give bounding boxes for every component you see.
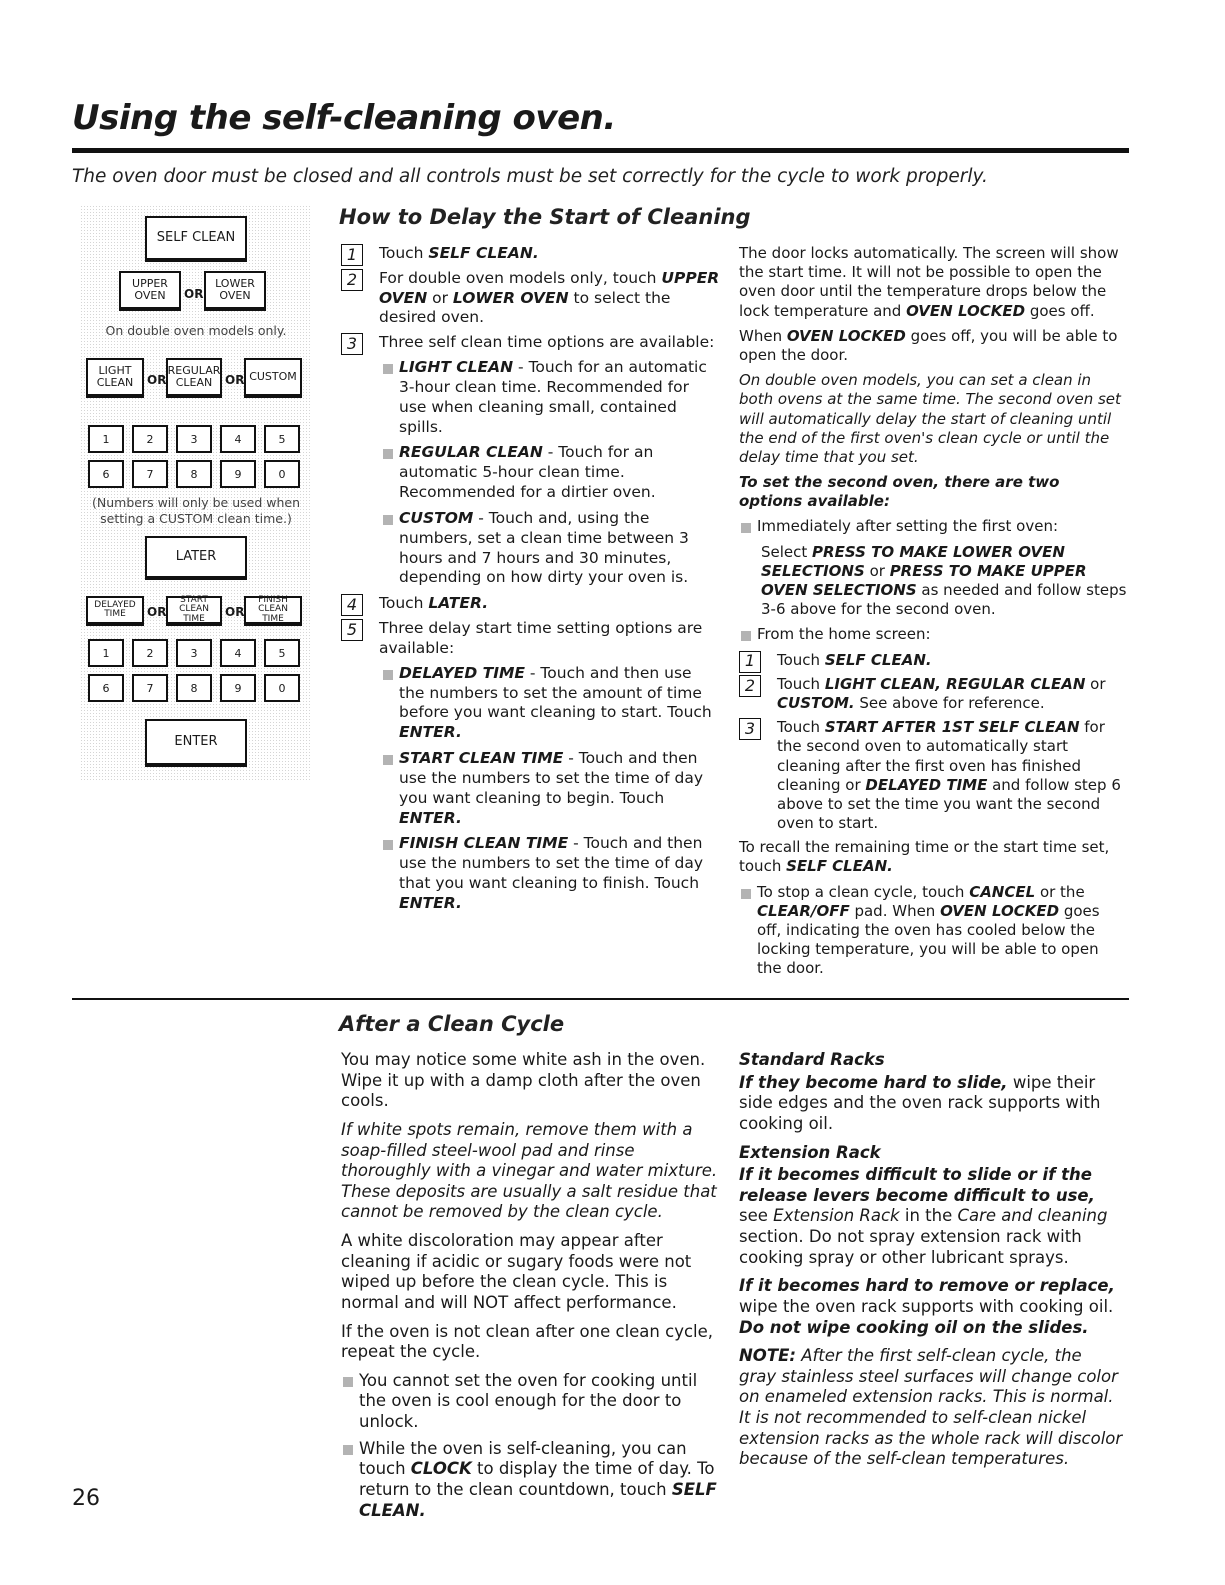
double-oven-text: On double oven models, you can set a clean in both ovens at the same time. The second oven set will automatically delay the start of cleaning until the end of the first oven's clean cycle or until the delay time that you set. bbox=[739, 371, 1121, 466]
bold-text: LIGHT CLEAN, REGULAR CLEAN bbox=[824, 674, 1086, 693]
second-step-2 bbox=[739, 675, 1127, 713]
oven-locked-text bbox=[739, 327, 1127, 365]
number-key: 0 bbox=[264, 460, 300, 488]
bold-text: FINISH CLEAN TIME bbox=[399, 834, 569, 853]
text: Touch bbox=[777, 718, 825, 737]
bold-text: SELF CLEAN. bbox=[824, 650, 932, 669]
select-text bbox=[739, 543, 1127, 620]
text: Touch bbox=[777, 650, 825, 669]
option-light-clean bbox=[341, 358, 721, 437]
bold-text: START AFTER 1ST SELF CLEAN bbox=[824, 718, 1080, 737]
number-key: 1 bbox=[88, 425, 124, 453]
text: or bbox=[864, 561, 890, 580]
number-key: 2 bbox=[132, 639, 168, 667]
cool-bullet bbox=[341, 1371, 719, 1433]
bold-text: ENTER. bbox=[399, 893, 462, 912]
upper-oven-key bbox=[119, 271, 181, 311]
bold-text: OVEN LOCKED bbox=[786, 326, 906, 345]
text: The door locks automatically. The screen will show the start time. It will not be possible to open the oven door until the temperature drops below the lock temperature and bbox=[739, 244, 1119, 320]
number-key: 9 bbox=[220, 460, 256, 488]
delay-column bbox=[341, 244, 721, 920]
number-key: 4 bbox=[220, 639, 256, 667]
step-5 bbox=[341, 619, 721, 659]
bold-text: LATER. bbox=[428, 594, 489, 613]
text: When bbox=[739, 326, 787, 345]
number-key: 7 bbox=[132, 460, 168, 488]
number-key: 2 bbox=[132, 425, 168, 453]
option-finish-clean-time bbox=[341, 834, 721, 913]
bold-text: CANCEL bbox=[969, 882, 1036, 901]
bold-text: CLEAR/OFF bbox=[757, 901, 850, 920]
text: or bbox=[1085, 674, 1106, 693]
upper-oven-label: UPPER OVEN bbox=[132, 277, 168, 302]
text: - Touch for an automatic 5-hour clean time. Recommended for a dirtier oven. bbox=[399, 443, 656, 502]
text: While the oven is self-cleaning, you can touch bbox=[359, 1438, 687, 1479]
text: Touch bbox=[379, 244, 429, 262]
finish-clean-time-key: FINISH CLEAN TIME bbox=[244, 596, 302, 626]
number-key: 3 bbox=[176, 639, 212, 667]
bold-text: SELF CLEAN. bbox=[428, 244, 539, 262]
text: to select the desired oven. bbox=[379, 288, 671, 327]
lower-oven-label: LOWER OVEN bbox=[215, 277, 255, 302]
number-key: 5 bbox=[264, 639, 300, 667]
step-number: 5 bbox=[341, 619, 363, 641]
after-clean-heading: After a Clean Cycle bbox=[339, 1012, 565, 1036]
option-delayed-time bbox=[341, 664, 721, 743]
text: goes off, indicating the oven has cooled below the locking temperature, you will be able to open the door. bbox=[757, 901, 1100, 978]
number-key: 6 bbox=[88, 674, 124, 702]
number-key: 0 bbox=[264, 674, 300, 702]
text: wipe their side edges and the oven rack supports with cooking oil. bbox=[739, 1072, 1101, 1133]
delayed-time-key: DELAYED TIME bbox=[86, 596, 144, 626]
bold-text: PRESS TO MAKE LOWER OVEN SELECTIONS bbox=[761, 542, 1065, 580]
text: - Touch and then use the numbers to set the time of day that you want cleaning to finish. Touch bbox=[399, 834, 704, 893]
italic-text: Extension Rack bbox=[773, 1206, 900, 1226]
bold-text: LIGHT CLEAN bbox=[399, 358, 514, 377]
step-4 bbox=[341, 594, 721, 614]
ash-text: You may notice some white ash in the oven. Wipe it up with a damp cloth after the oven cools. bbox=[341, 1050, 706, 1111]
or-label: OR bbox=[147, 373, 167, 387]
number-key: 3 bbox=[176, 425, 212, 453]
page-number: 26 bbox=[72, 1486, 100, 1511]
bold-text: If they become hard to slide, bbox=[739, 1072, 1008, 1092]
text: After the first self-clean cycle, the gray stainless steel surfaces will change color on enameled extension racks. This is normal. It is not recommended to self-clean nickel extension racks as the whole rack will discolor because of the self-clean temperatures. bbox=[739, 1346, 1123, 1469]
number-key: 5 bbox=[264, 425, 300, 453]
text: Touch bbox=[379, 594, 429, 613]
bold-text: REGULAR CLEAN bbox=[399, 443, 543, 462]
text: Three delay start time setting options are available: bbox=[379, 619, 703, 657]
text: or the bbox=[1035, 882, 1085, 901]
step-number: 2 bbox=[739, 675, 761, 697]
number-key: 8 bbox=[176, 674, 212, 702]
text: in the bbox=[899, 1206, 958, 1226]
step-1 bbox=[341, 244, 721, 264]
or-label: OR bbox=[184, 287, 204, 301]
after-clean-column bbox=[341, 1050, 719, 1527]
discoloration-text: A white discoloration may appear after cleaning if acidic or sugary foods were not wiped up before the clean cycle. This is normal and will NOT affect performance. bbox=[341, 1231, 692, 1312]
bold-text: If it becomes difficult to slide or if the release levers become difficult to use, bbox=[739, 1165, 1095, 1205]
page-subtitle: The oven door must be closed and all controls must be set correctly for the cycle to work properly. bbox=[72, 166, 988, 187]
option-regular-clean bbox=[341, 443, 721, 502]
text: - Touch for an automatic 3-hour clean time. Recommended for use when cleaning small, contained spills. bbox=[399, 358, 707, 436]
text: as needed and follow steps 3-6 above for the second oven. bbox=[761, 581, 1127, 619]
text: - Touch and then use the numbers to set the amount of time before you want cleaning to start. Touch bbox=[399, 663, 712, 722]
bold-text: Do not wipe cooking oil on the slides. bbox=[739, 1317, 1089, 1337]
regular-clean-key: REGULAR CLEAN bbox=[166, 358, 222, 398]
lower-oven-key bbox=[204, 271, 266, 311]
bold-text: PRESS TO MAKE UPPER OVEN SELECTIONS bbox=[761, 561, 1087, 599]
bold-text: UPPER OVEN bbox=[379, 268, 720, 307]
text: Immediately after setting the first oven: bbox=[757, 517, 1059, 536]
step-number: 1 bbox=[739, 651, 761, 673]
remove-replace-text bbox=[739, 1276, 1124, 1338]
bold-text: DELAYED TIME bbox=[865, 775, 988, 794]
text: section. Do not spray extension rack with cooking spray or other lubricant sprays. bbox=[739, 1227, 1082, 1267]
text: to display the time of day. To return to the clean countdown, touch bbox=[359, 1459, 715, 1499]
option-start-clean-time bbox=[341, 749, 721, 828]
second-oven-heading: To set the second oven, there are two options available: bbox=[739, 473, 1060, 511]
text: wipe the oven rack supports with cooking oil. bbox=[739, 1296, 1114, 1316]
standard-racks-text bbox=[739, 1073, 1124, 1135]
text: Select bbox=[761, 542, 813, 561]
text: - Touch and then use the numbers to set the time of day you want cleaning to begin. Touch bbox=[399, 749, 704, 807]
numbers-note: (Numbers will only be used when setting a CUSTOM clean time.) bbox=[92, 495, 300, 526]
second-step-1 bbox=[739, 651, 1127, 670]
second-step-3 bbox=[739, 718, 1127, 833]
bold-text: ENTER. bbox=[399, 723, 462, 742]
text: For double oven models only, touch bbox=[379, 268, 662, 287]
self-clean-key: SELF CLEAN bbox=[145, 216, 247, 262]
step-number: 1 bbox=[341, 244, 363, 266]
bold-text: LOWER OVEN bbox=[452, 288, 569, 307]
number-key: 8 bbox=[176, 460, 212, 488]
standard-racks-heading: Standard Racks bbox=[739, 1050, 885, 1069]
home-screen-bullet bbox=[739, 625, 1127, 644]
repeat-text: If the oven is not clean after one clean cycle, repeat the cycle. bbox=[341, 1321, 714, 1362]
control-panel-illustration bbox=[80, 205, 312, 780]
extension-rack-heading: Extension Rack bbox=[739, 1142, 881, 1162]
immediately-bullet bbox=[739, 517, 1127, 536]
step-3 bbox=[341, 333, 721, 353]
text: Three self clean time options are available: bbox=[379, 333, 715, 352]
text: goes off. bbox=[1025, 301, 1095, 320]
second-oven-column bbox=[739, 244, 1127, 985]
text: To stop a clean cycle, touch bbox=[757, 882, 970, 901]
or-label: OR bbox=[225, 605, 245, 619]
or-label: OR bbox=[225, 373, 245, 387]
text: goes off, you will be able to open the door. bbox=[739, 326, 1118, 364]
door-locks-text bbox=[739, 244, 1127, 321]
clock-bullet bbox=[341, 1439, 719, 1522]
text: for the second oven to automatically start cleaning after the first oven has finished cleaning or bbox=[777, 718, 1105, 794]
white-spots-text: If white spots remain, remove them with a soap-filled steel-wool pad and rinse thoroughly with a vinegar and water mixture. These deposits are usually a salt residue that cannot be removed by the clean cycle. bbox=[341, 1119, 718, 1222]
bold-text: START CLEAN TIME bbox=[399, 749, 564, 768]
text: To recall the remaining time or the start time set, touch bbox=[739, 838, 1110, 876]
bold-text: ENTER. bbox=[399, 808, 462, 827]
number-key: 9 bbox=[220, 674, 256, 702]
bold-text: CUSTOM. bbox=[777, 693, 855, 712]
text: See above for reference. bbox=[854, 693, 1045, 712]
text: - Touch and, using the numbers, set a clean time between 3 hours and 7 hours and 30 minutes, depending on how dirty your oven is. bbox=[399, 508, 689, 587]
option-custom bbox=[341, 509, 721, 588]
light-clean-key: LIGHT CLEAN bbox=[86, 358, 144, 398]
bold-text: DELAYED TIME bbox=[399, 663, 525, 682]
text: Touch bbox=[777, 674, 825, 693]
custom-key: CUSTOM bbox=[244, 358, 302, 398]
stop-bullet bbox=[739, 883, 1127, 979]
italic-text: Care and cleaning bbox=[957, 1206, 1108, 1226]
bold-text: OVEN LOCKED bbox=[906, 301, 1026, 320]
double-oven-note: On double oven models only. bbox=[105, 323, 287, 338]
title-rule bbox=[72, 148, 1129, 153]
section-rule bbox=[72, 998, 1129, 1000]
text: or bbox=[427, 288, 453, 307]
later-key: LATER bbox=[145, 536, 247, 580]
bold-text: CUSTOM bbox=[399, 508, 474, 527]
start-clean-time-key: START CLEAN TIME bbox=[166, 596, 222, 626]
page-title: Using the self-cleaning oven. bbox=[72, 98, 616, 138]
extension-rack-text bbox=[739, 1165, 1124, 1268]
text: and follow step 6 above to set the time you want the second oven to start. bbox=[777, 775, 1121, 833]
enter-key: ENTER bbox=[145, 719, 247, 767]
number-key: 7 bbox=[132, 674, 168, 702]
text: From the home screen: bbox=[757, 625, 931, 644]
note-text bbox=[739, 1346, 1124, 1470]
bold-text: SELF CLEAN. bbox=[359, 1479, 717, 1520]
or-label: OR bbox=[147, 605, 167, 619]
delay-heading: How to Delay the Start of Cleaning bbox=[339, 205, 751, 229]
step-2 bbox=[341, 269, 721, 328]
bold-text: SELF CLEAN. bbox=[786, 857, 893, 876]
step-number: 2 bbox=[341, 269, 363, 291]
step-number: 3 bbox=[341, 333, 363, 355]
number-key: 6 bbox=[88, 460, 124, 488]
bold-text: NOTE: bbox=[739, 1346, 796, 1366]
bold-text: CLOCK bbox=[410, 1459, 472, 1479]
bold-text: If it becomes hard to remove or replace, bbox=[739, 1276, 1115, 1296]
racks-column bbox=[739, 1050, 1124, 1478]
recall-text bbox=[739, 838, 1127, 876]
text: You cannot set the oven for cooking until the oven is cool enough for the door to unlock. bbox=[359, 1370, 698, 1431]
bold-text: OVEN LOCKED bbox=[940, 901, 1060, 920]
number-key: 1 bbox=[88, 639, 124, 667]
text: pad. When bbox=[849, 901, 941, 920]
text: see bbox=[739, 1206, 774, 1226]
step-number: 4 bbox=[341, 594, 363, 616]
number-key: 4 bbox=[220, 425, 256, 453]
step-number: 3 bbox=[739, 718, 761, 740]
